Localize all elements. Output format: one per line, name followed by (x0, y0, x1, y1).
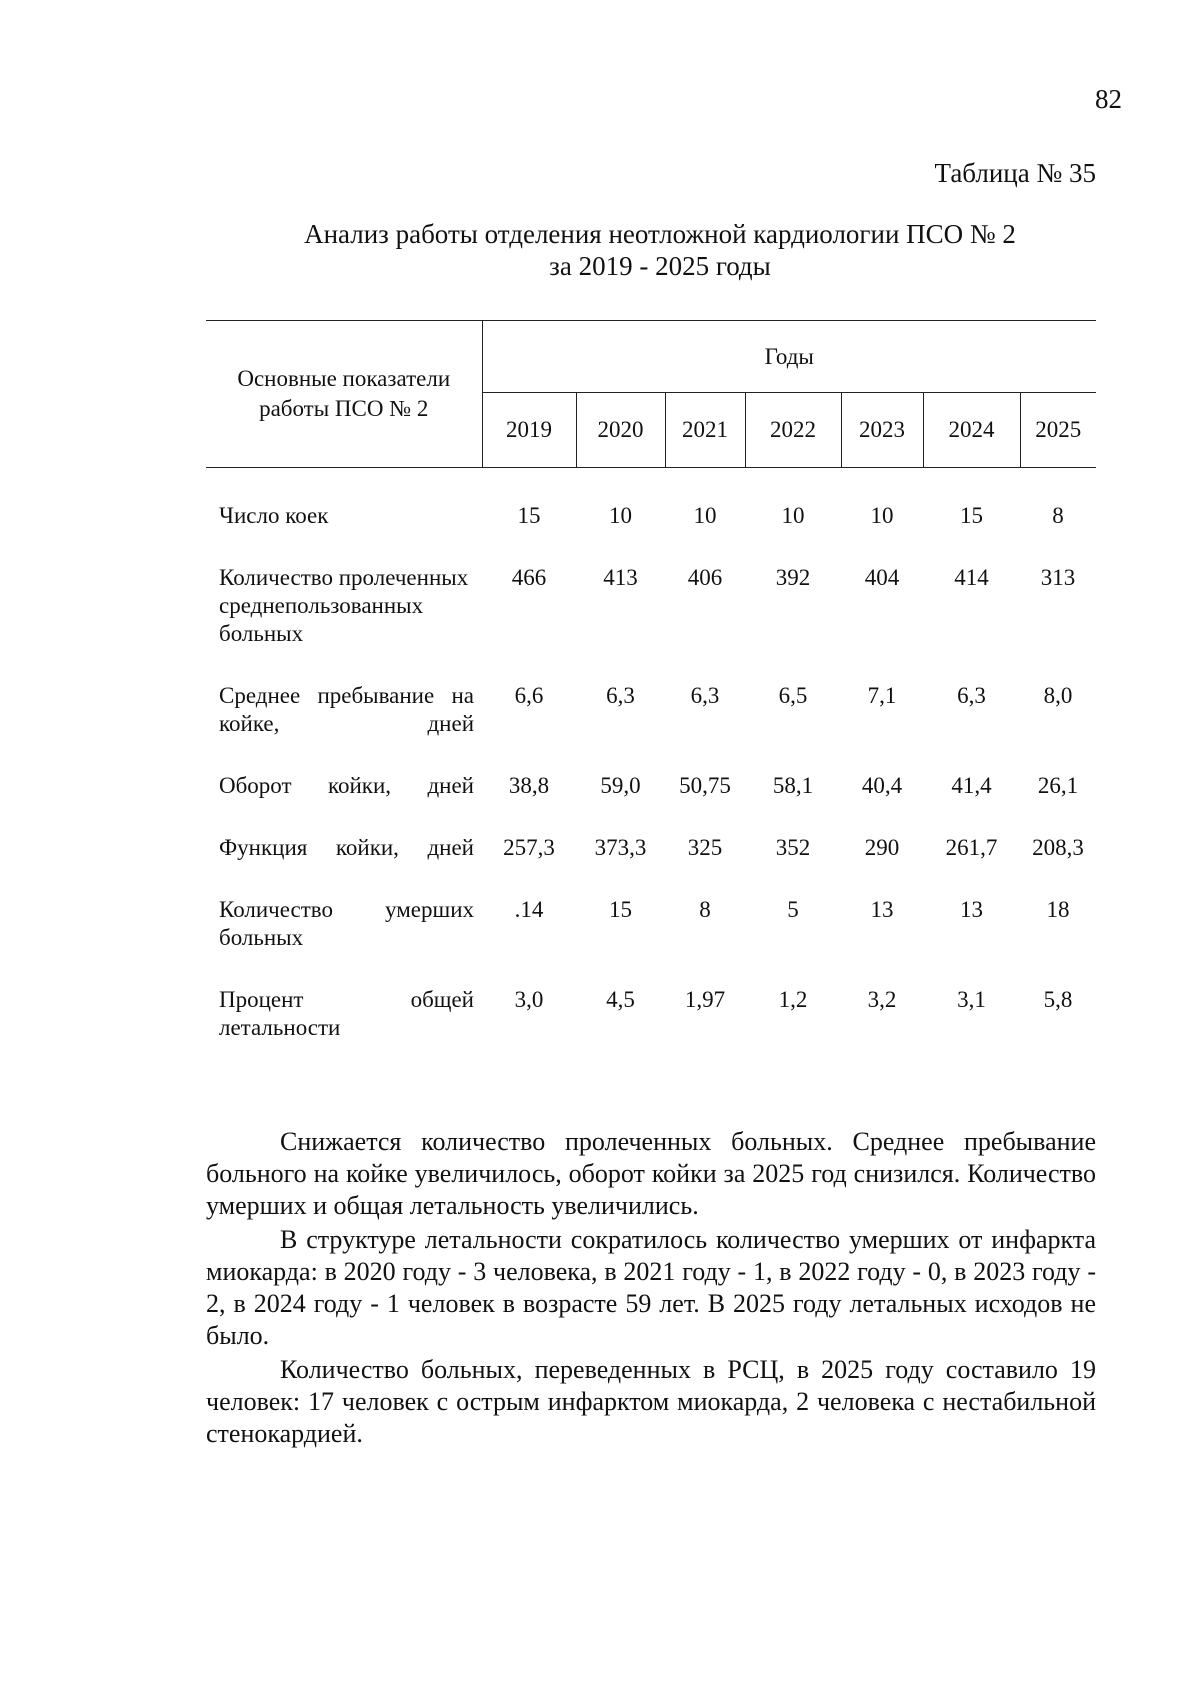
table-cell: 15 (609, 897, 632, 922)
table-cell: 59,0 (600, 773, 641, 798)
document-title (160, 218, 1160, 282)
year-header: 2020 (576, 393, 665, 468)
table-cell: 13 (960, 897, 983, 922)
table-cell: 466 (511, 565, 547, 590)
table-cell: 13 (870, 897, 894, 922)
table-cell: .14 (514, 897, 544, 922)
table-cell: 373,3 (594, 835, 647, 860)
table-cell: 8,0 (1043, 683, 1073, 708)
table-row (206, 682, 1096, 738)
table-cell: 392 (775, 565, 811, 590)
spacer-row (206, 648, 1096, 682)
table-cell: 3,2 (867, 987, 897, 1012)
year-header: 2023 (841, 393, 923, 468)
table-cell: 6,3 (606, 683, 635, 708)
table-cell: 404 (864, 565, 900, 590)
table-cell: 38,8 (508, 773, 550, 798)
table-row (206, 896, 1096, 952)
table-cell: 413 (603, 565, 638, 590)
row-label: Количество умерших больных (219, 897, 474, 950)
table-cell: 5,8 (1043, 987, 1073, 1012)
row-label: Количество пролеченных среднепользованных больных (219, 565, 469, 646)
page-number: 82 (1095, 84, 1122, 114)
table-cell: 18 (1046, 897, 1070, 922)
row-label: Оборот койки, дней (219, 773, 474, 798)
spacer-row (206, 738, 1096, 772)
table-label: Таблица № 35 (934, 158, 1096, 188)
paragraph-2: В структуре летальности сократилось количество умерших от инфаркта миокарда: в 2020 году - 3 человека, в 2021 году - 1, в 2022 году - 0, в 2023 году - 2, в 2024 году - 1 человек в возрасте 59 лет. В 2025 году летальных исходов не было. (206, 1225, 1096, 1350)
row-label: Число коек (219, 503, 329, 528)
table-row (206, 772, 1096, 800)
table-cell: 6,3 (957, 683, 986, 708)
table-cell: 8 (699, 897, 711, 922)
table-cell: 406 (687, 565, 723, 590)
table-cell: 1,2 (778, 987, 808, 1012)
year-header: 2024 (923, 393, 1020, 468)
table-cell: 3,1 (957, 987, 986, 1012)
paragraph-3: Количество больных, переведенных в РСЦ, в 2025 году составило 19 человек: 17 человек с острым инфарктом миокарда, 2 человека с нестабильной стенокардией. (206, 1355, 1096, 1448)
year-header: 2022 (745, 393, 841, 468)
spacer-row (206, 862, 1096, 896)
table-cell: 290 (864, 835, 900, 860)
table-cell: 15 (960, 503, 983, 528)
table-cell: 10 (609, 503, 632, 528)
spacer-row (206, 530, 1096, 564)
table-cell: 8 (1052, 503, 1064, 528)
table-cell: 4,5 (606, 987, 635, 1012)
table-cell: 313 (1040, 565, 1076, 590)
table-cell: 26,1 (1037, 773, 1079, 798)
spacer-row (206, 800, 1096, 834)
table-cell: 41,4 (951, 773, 992, 798)
table-cell: 10 (781, 503, 805, 528)
table-cell: 257,3 (503, 835, 555, 860)
row-header: Основные показатели работы ПСО № 2 (206, 321, 482, 468)
spacer-row (206, 468, 1096, 503)
table-cell: 50,75 (679, 773, 731, 798)
table-cell: 261,7 (945, 835, 998, 860)
table-cell: 1,97 (684, 987, 726, 1012)
title-line-2: за 2019 - 2025 годы (549, 251, 771, 281)
table-cell: 6,5 (778, 683, 808, 708)
statistics-table (206, 320, 1096, 1042)
table-cell: 325 (687, 835, 723, 860)
row-label: Функция койки, дней (219, 835, 474, 860)
table-cell: 6,6 (514, 683, 544, 708)
year-header: 2019 (482, 393, 576, 468)
row-label: Процент общей летальности (219, 987, 474, 1040)
year-header: 2021 (665, 393, 745, 468)
table-row (206, 502, 1096, 530)
table-cell: 6,3 (690, 683, 720, 708)
table-row (206, 986, 1096, 1042)
years-header: Годы (482, 321, 1096, 393)
table-cell: 3,0 (514, 987, 544, 1012)
table-row (206, 564, 1096, 648)
table-cell: 10 (870, 503, 894, 528)
table-row (206, 834, 1096, 862)
table-cell: 5 (787, 897, 799, 922)
row-label: Среднее пребывание на койке, дней (219, 683, 474, 736)
table-cell: 7,1 (867, 683, 897, 708)
table-cell: 15 (517, 503, 541, 528)
table-cell: 414 (954, 565, 989, 590)
table-cell: 208,3 (1032, 835, 1084, 860)
year-header: 2025 (1020, 393, 1096, 468)
table-cell: 10 (693, 503, 717, 528)
table-cell: 40,4 (861, 773, 903, 798)
spacer-row (206, 952, 1096, 986)
table-cell: 352 (775, 835, 811, 860)
table-cell: 58,1 (772, 773, 814, 798)
title-line-1: Анализ работы отделения неотложной кардиологии ПСО № 2 (304, 219, 1016, 249)
paragraph-1: Снижается количество пролеченных больных. Среднее пребывание больного на койке увеличилось, оборот койки за 2025 год снизился. Количество умерших и общая летальность увеличились. (206, 1127, 1096, 1220)
